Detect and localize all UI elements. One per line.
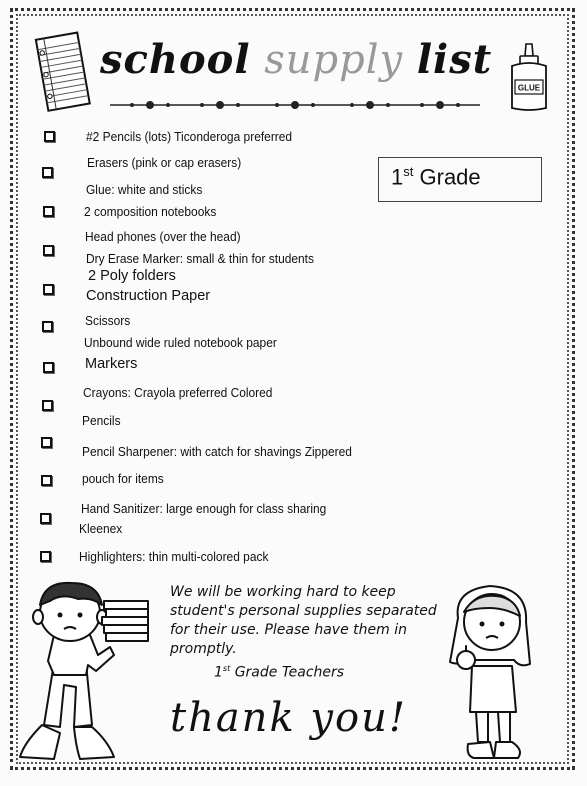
list-item: Dry Erase Marker: small & thin for students bbox=[86, 251, 314, 266]
checkbox[interactable] bbox=[42, 321, 53, 332]
grade-label: Grade bbox=[419, 164, 481, 190]
list-item: pouch for items bbox=[82, 471, 164, 486]
list-item: Glue: white and sticks bbox=[86, 182, 203, 197]
checkbox[interactable] bbox=[40, 551, 51, 562]
title-divider bbox=[110, 100, 480, 110]
title-word-list: list bbox=[416, 36, 493, 83]
boy-with-books-illustration bbox=[14, 575, 164, 765]
note-line: promptly. bbox=[170, 641, 237, 657]
checkbox[interactable] bbox=[43, 206, 54, 217]
list-item: Pencil Sharpener: with catch for shavings Zippered bbox=[82, 444, 352, 459]
sign-number: 1 bbox=[214, 664, 223, 681]
list-item: Head phones (over the head) bbox=[85, 229, 241, 244]
list-item: Crayons: Crayola preferred Colored bbox=[83, 385, 273, 400]
list-item: Erasers (pink or cap erasers) bbox=[87, 155, 242, 170]
title-word-supply: supply bbox=[264, 37, 404, 83]
note-line: for their use. Please have them in bbox=[170, 622, 407, 638]
list-item: 2 composition notebooks bbox=[84, 204, 217, 219]
list-item: #2 Pencils (lots) Ticonderoga preferred bbox=[86, 129, 293, 144]
glue-label: GLUE bbox=[517, 83, 541, 93]
list-item: Scissors bbox=[85, 313, 131, 328]
note-line: We will be working hard to keep bbox=[170, 584, 396, 600]
checkbox[interactable] bbox=[43, 245, 54, 256]
list-item: Pencils bbox=[82, 413, 121, 428]
note-signature bbox=[214, 659, 470, 683]
grade-number: 1 bbox=[391, 164, 404, 190]
checkbox[interactable] bbox=[44, 131, 55, 142]
girl-with-apple-illustration bbox=[440, 582, 550, 762]
list-item: Unbound wide ruled notebook paper bbox=[84, 335, 277, 350]
list-item: Highlighters: thin multi-colored pack bbox=[79, 549, 269, 564]
checkbox[interactable] bbox=[43, 284, 54, 295]
thank-you-text: thank you! bbox=[170, 695, 407, 741]
glue-bottle-icon bbox=[506, 42, 552, 114]
note-line: student's personal supplies separated bbox=[170, 603, 437, 619]
page-title bbox=[100, 36, 493, 83]
grade-box bbox=[378, 157, 542, 202]
title-word-school: school bbox=[100, 36, 251, 83]
list-item: Kleenex bbox=[79, 521, 123, 536]
sign-text: Grade Teachers bbox=[234, 664, 345, 681]
checkbox[interactable] bbox=[42, 400, 53, 411]
teacher-note bbox=[170, 583, 470, 683]
notebook-paper-icon bbox=[30, 30, 92, 116]
checkbox[interactable] bbox=[43, 362, 54, 373]
list-item: Hand Sanitizer: large enough for class sharing bbox=[81, 501, 327, 516]
grade-suffix: st bbox=[403, 164, 414, 179]
checkbox[interactable] bbox=[41, 475, 52, 486]
checkbox[interactable] bbox=[40, 513, 51, 524]
checkbox[interactable] bbox=[41, 437, 52, 448]
list-item: Markers bbox=[85, 356, 138, 372]
sign-suffix: st bbox=[222, 664, 231, 673]
list-item: Construction Paper bbox=[86, 288, 211, 304]
list-item: 2 Poly folders bbox=[88, 268, 176, 284]
checkbox[interactable] bbox=[42, 167, 53, 178]
